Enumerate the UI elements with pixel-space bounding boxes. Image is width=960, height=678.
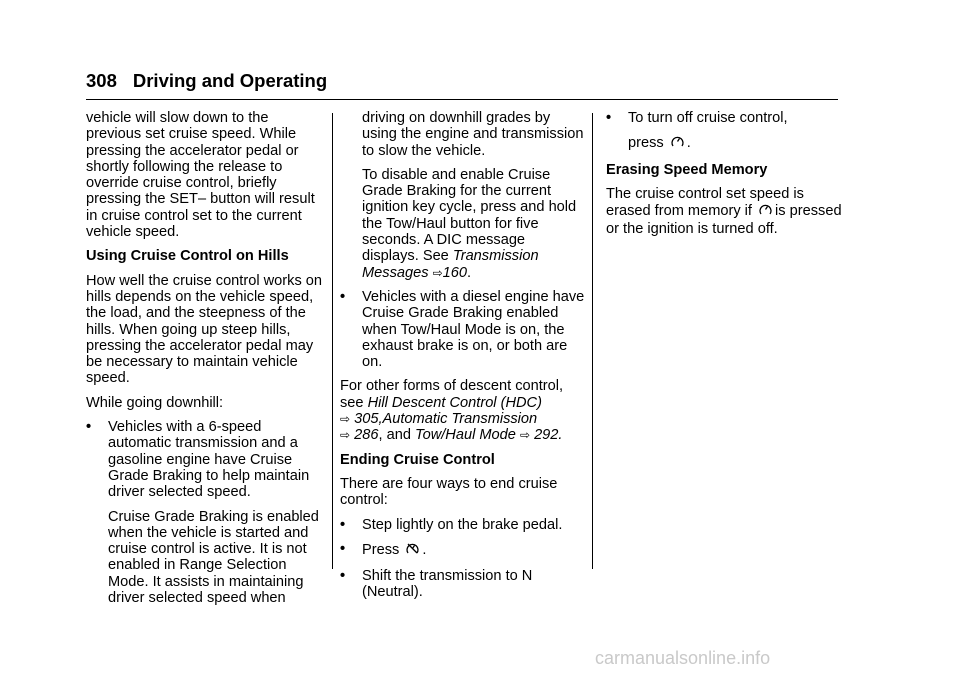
link-automatic-transmission[interactable]: Automatic Transmission: [382, 411, 538, 428]
cruise-power-icon: [758, 202, 773, 221]
paragraph-erasing: The cruise control set speed is erased from memory if is pressed or the ignition is turned off.: [606, 185, 842, 238]
list-item-text: To turn off cruise control,: [628, 110, 788, 126]
watermark: carmanualsonline.info: [595, 648, 771, 668]
bullet-icon: •: [606, 110, 612, 126]
paragraph: Cruise Grade Braking is enabled when the vehicle is started and cruise control is active. It is not enabled in Range Selection Mode. It assists in maintaining driver selected speed when: [108, 508, 319, 607]
link-hdc[interactable]: Hill Descent Control (HDC): [367, 394, 542, 411]
page-reference-arrow-icon: ⇨: [340, 412, 351, 427]
page-ref[interactable]: 160: [442, 264, 467, 281]
page-reference-arrow-icon: ⇨: [519, 428, 530, 443]
list-item-cont: press .: [606, 134, 846, 153]
column-1: [86, 110, 326, 614]
list-item: • Press .: [340, 541, 585, 560]
bullet-icon: •: [340, 568, 346, 585]
subheading-hills: Using Cruise Control on Hills: [86, 248, 289, 265]
paragraph: vehicle will slow down to the previous set cruise speed. While pressing the accelerator pedal or shortly following the release to override cruise control, briefly pressing the SET– button will result in cruise control set to the current vehicle speed.: [86, 110, 315, 241]
list-item: [340, 517, 585, 533]
paragraph-disable: To disable and enable Cruise Grade Braking for the current ignition key cycle, press and hold the Tow/Haul button for five seconds. A DIC message displays. See Transmission Messages ⇨160.: [362, 166, 577, 281]
paragraph-other-descent: For other forms of descent control, see Hill Descent Control (HDC) ⇨ 305,Automatic Transmission ⇨ 286, and Tow/Haul Mode ⇨ 292.: [340, 378, 564, 444]
column-3: [606, 110, 846, 246]
paragraph: driving on downhill grades by using the engine and transmission to slow the vehicle.: [362, 110, 584, 159]
bullet-icon: •: [340, 516, 346, 533]
subheading-erasing: Erasing Speed Memory: [606, 161, 768, 178]
list-item: [340, 568, 585, 601]
page-ref[interactable]: 286: [354, 427, 379, 444]
chapter-title: Driving and Operating: [132, 70, 328, 91]
list-item: [340, 289, 585, 370]
paragraph: How well the cruise control works on hills depends on the vehicle speed, the load, and the steepness of the hills. When going up steep hills, pressing the accelerator pedal may be necessary to maintain vehicle speed.: [86, 272, 323, 387]
list-item-text: Press: [362, 541, 400, 558]
paragraph: There are four ways to end cruise control:: [340, 475, 558, 509]
bullet-icon: •: [340, 288, 346, 305]
page-ref[interactable]: 292: [534, 427, 559, 444]
column-divider-2: [592, 113, 593, 569]
link-transmission-messages[interactable]: Transmission Messages: [362, 248, 539, 281]
page-number: 308: [86, 70, 117, 91]
bullet-icon: •: [86, 419, 92, 436]
list-item: [86, 419, 326, 500]
bullet-icon: •: [340, 540, 346, 557]
column-2: [340, 110, 585, 609]
page-header: [86, 70, 327, 92]
page-reference-arrow-icon: ⇨: [340, 428, 351, 443]
list-item-text: Shift the transmission to N (Neutral).: [362, 568, 533, 601]
list-item: [606, 110, 846, 126]
link-tow-haul-mode[interactable]: Tow/Haul Mode: [415, 427, 516, 444]
paragraph: While going downhill:: [86, 394, 224, 411]
page-ref[interactable]: 305,: [354, 411, 383, 428]
subheading-ending: Ending Cruise Control: [340, 451, 495, 468]
cruise-power-icon: [670, 134, 685, 153]
column-divider-1: [332, 113, 333, 569]
cruise-cancel-icon: [405, 541, 420, 560]
list-item-text: Step lightly on the brake pedal.: [362, 516, 563, 533]
page-reference-arrow-icon: ⇨: [432, 265, 443, 280]
list-item-text: Vehicles with a 6-speed automatic transmission and a gasoline engine have Cruise Grade Braking to help maintain driver selected speed.: [108, 419, 310, 501]
header-rule: [86, 99, 838, 100]
list-item-text: Vehicles with a diesel engine have Cruise Grade Braking enabled when Tow/Haul Mode is on, the exhaust brake is on, or both are on.: [362, 288, 585, 371]
